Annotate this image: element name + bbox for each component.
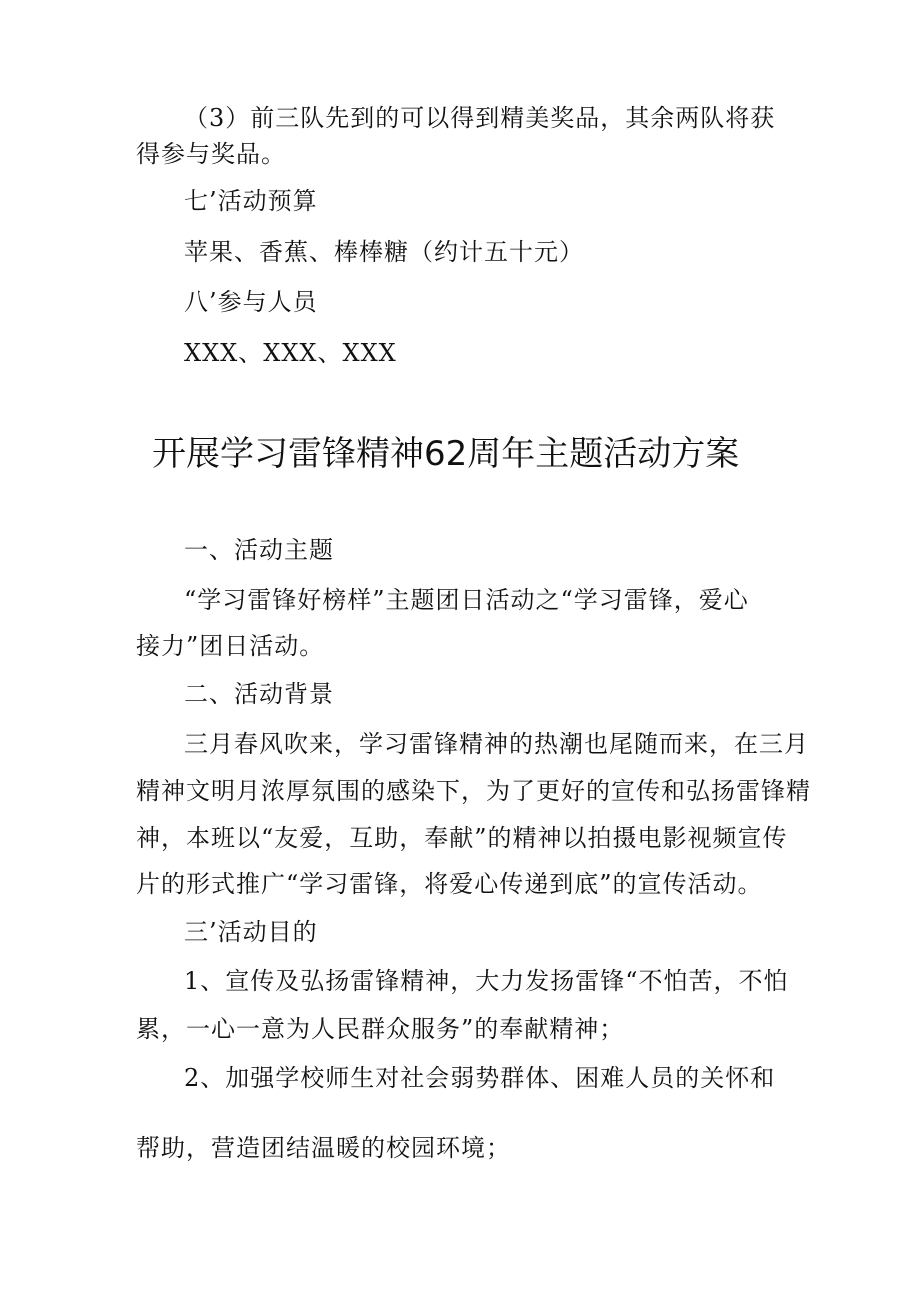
text-line-prize-rule-cont: 得参与奖品。 [136,140,286,168]
text-line-purpose-1: 1、宣传及弘扬雷锋精神，大力发扬雷锋“不怕苦，不怕 [184,967,789,995]
text-line-background-3: 神，本班以“友爱，互助，奉献”的精神以拍摄电影视频宣传 [136,824,788,852]
text-line-purpose-1-cont: 累，一心一意为人民群众服务”的奉献精神； [136,1015,625,1043]
text-line-theme-cont: 接力”团日活动。 [136,632,325,660]
heading-purpose: 三’活动目的 [184,918,318,946]
text-line-background-4: 片的形式推广“学习雷锋，将爱心传递到底”的宣传活动。 [136,870,763,898]
text-line-prize-rule: （3）前三队先到的可以得到精美奖品，其余两队将获 [184,104,776,132]
text-line-purpose-2: 2、加强学校师生对社会弱势群体、困难人员的关怀和 [184,1064,776,1092]
heading-budget: 七’活动预算 [184,187,318,215]
page-title: 开展学习雷锋精神62周年主题活动方案 [152,434,740,474]
heading-participants: 八’参与人员 [184,288,318,316]
text-line-purpose-2-cont: 帮助，营造团结温暖的校园环境； [136,1134,511,1162]
text-line-background-1: 三月春风吹来，学习雷锋精神的热潮也尾随而来，在三月 [184,730,809,758]
text-line-theme: “学习雷锋好榜样”主题团日活动之“学习雷锋，爱心 [184,586,749,614]
text-line-participants: XXX、XXX、XXX [184,339,397,367]
heading-background: 二、活动背景 [184,680,334,708]
heading-theme: 一、活动主题 [184,536,334,564]
text-line-budget: 苹果、香蕉、棒棒糖（约计五十元） [184,238,584,266]
text-line-background-2: 精神文明月浓厚氛围的感染下，为了更好的宣传和弘扬雷锋精 [136,777,811,805]
